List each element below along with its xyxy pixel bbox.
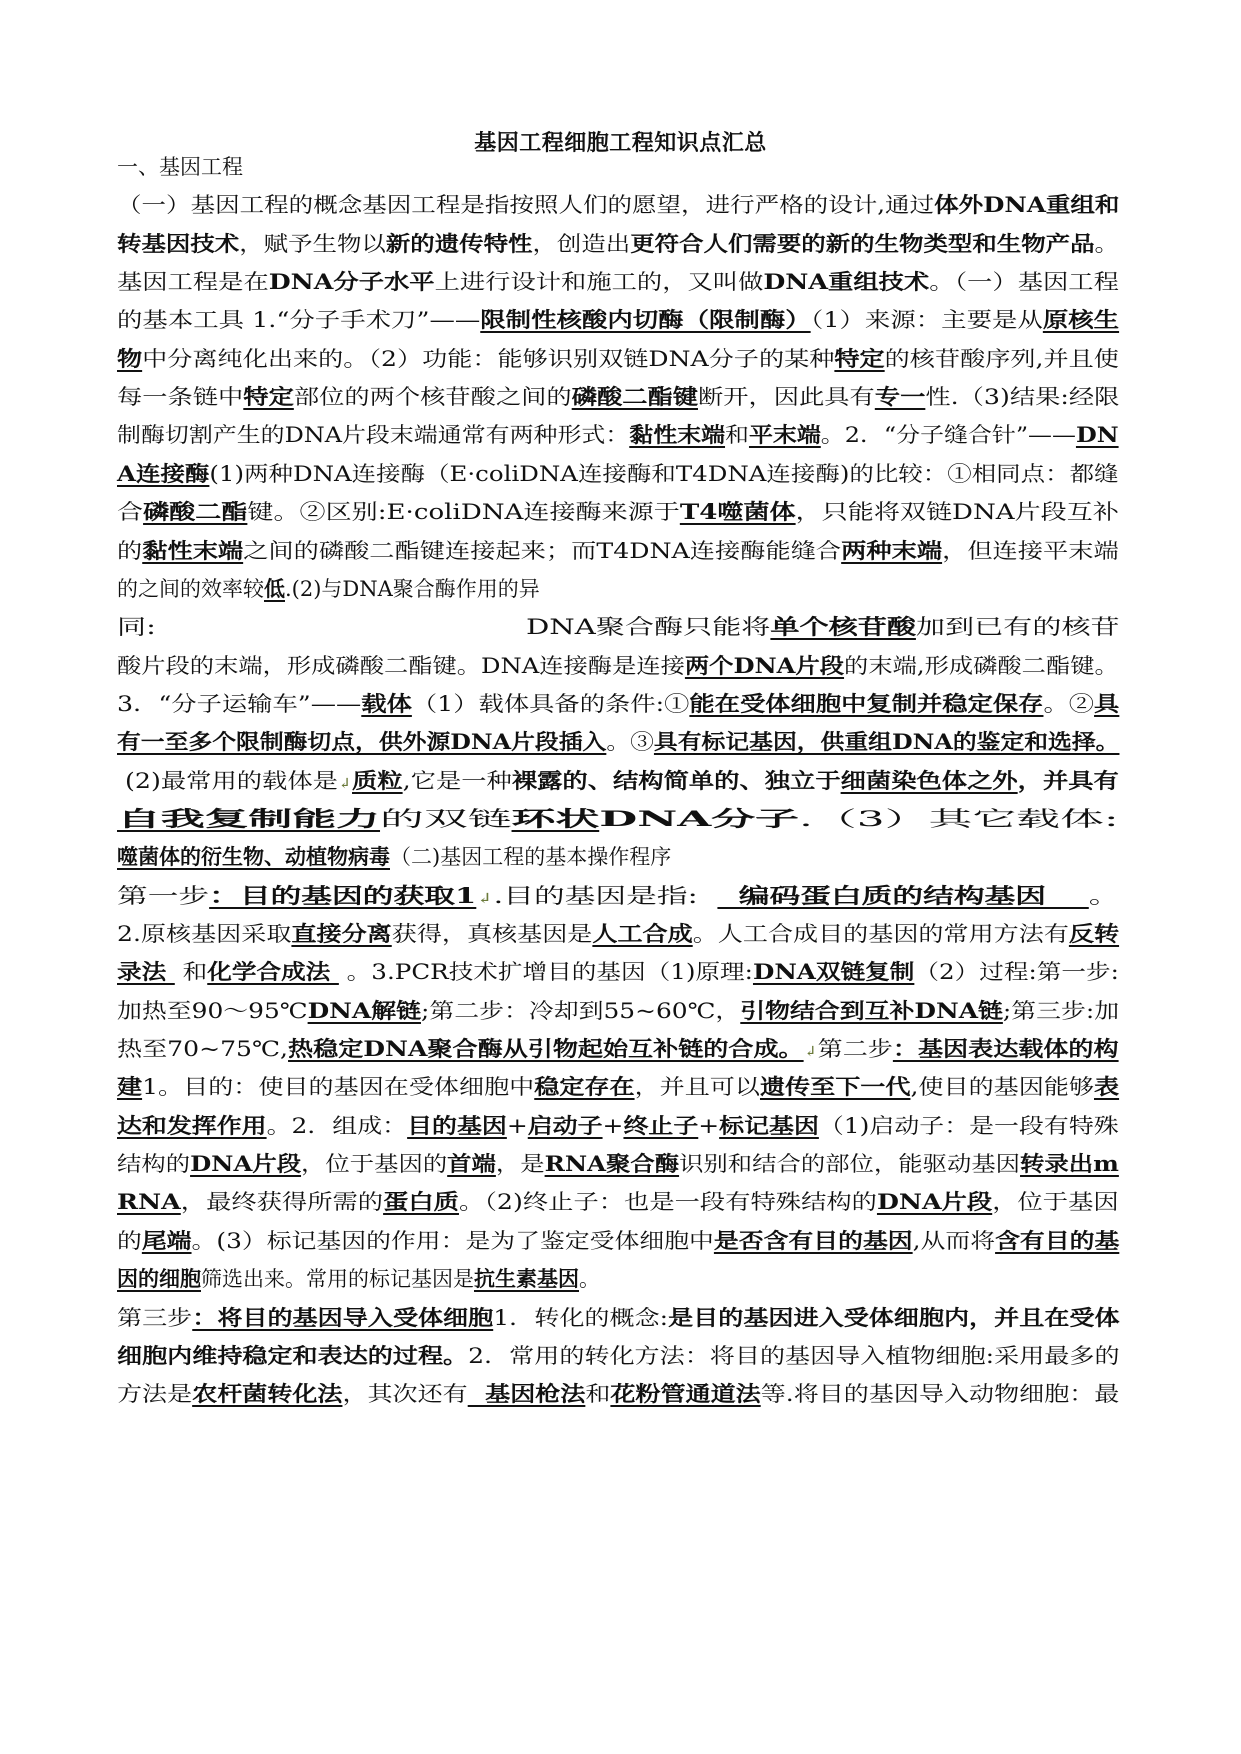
text-run: 。人工合成目的基因的常用方法有 <box>692 922 1069 946</box>
text-run: 1。目的：使目的基因在受体细胞中 <box>142 1075 535 1100</box>
text-run: 建 <box>117 1074 143 1100</box>
text-run: .目的基因是指: <box>493 883 718 908</box>
text-run: ：将目的基因导入受体细胞 <box>192 1304 494 1330</box>
text-run: 标记基因 <box>719 1112 819 1138</box>
text-run: 。 <box>579 1267 600 1292</box>
text-run: （2）过程:第一步: <box>914 960 1119 985</box>
text-run: DNA分子水平 <box>268 269 435 295</box>
text-run: 。 <box>1094 231 1119 256</box>
text-run: 原核生 <box>1042 307 1120 333</box>
text-run: 细菌染色体之外 <box>840 767 1018 793</box>
text-run: 直接分离 <box>291 921 392 946</box>
text-run: .（3）其它载体: <box>798 806 1119 831</box>
text-run: 一、基因工程 <box>117 155 243 179</box>
text-run: 能在受体细胞中复制并稳定保存 <box>689 690 1044 716</box>
text-run: 噬菌体的衍生物、动植物病毒 <box>117 844 390 870</box>
text-run: 是目的基因进入受体细胞内，并且在受体 <box>668 1304 1120 1330</box>
text-run: 热至70~75℃, <box>117 1037 289 1062</box>
text-run: 因的细胞 <box>117 1266 201 1292</box>
text-line <box>117 957 1119 987</box>
text-run: A连接酶 <box>117 460 210 486</box>
text-line <box>117 1072 1119 1102</box>
text-run: .(2)与DNA聚合酶作用的异 <box>285 576 540 601</box>
text-run: 之间的磷酸二酯键连接起来；而T4DNA连接酶能缝合 <box>243 538 842 563</box>
text-line <box>117 612 1120 642</box>
text-run: 表 <box>1093 1074 1120 1100</box>
text-run: 筛选出来。常用的标记基因是 <box>201 1267 474 1292</box>
text-run: 的末端,形成磷酸二酯键。 <box>844 653 1119 678</box>
text-run: 体外DNA重组和 <box>934 192 1120 218</box>
text-run: 第三步 <box>117 1305 193 1330</box>
text-line <box>117 305 1119 335</box>
text-run: 3．“分子运输车”—— <box>117 691 362 716</box>
text-run: 专一 <box>874 384 926 410</box>
text-run: 酸片段的末端，形成磷酸二酯键。DNA连接酶是连接 <box>117 653 685 678</box>
text-run: 黏性末端 <box>142 537 244 563</box>
text-line <box>117 382 1119 412</box>
text-line <box>117 996 1119 1026</box>
text-run: 具有标记基因，供重组DNA的鉴定和选择。 <box>653 729 1120 755</box>
text-run: （1）载体具备的条件:① <box>411 691 690 716</box>
text-run: ，赋予生物以 <box>239 231 386 256</box>
text-run: 细胞内维持稳定和表达的过程。 <box>117 1342 469 1368</box>
text-run: 编码蛋白质的结构基因 <box>717 882 1089 908</box>
text-run: 的 <box>117 538 143 563</box>
text-run: 新的遗传特性 <box>385 230 533 256</box>
text-run: 识别和结合的部位，能驱动基因 <box>679 1152 1021 1177</box>
text-run: (2)最常用的载体是 <box>117 768 338 793</box>
text-line <box>117 1226 1119 1256</box>
text-run: ,从而将 <box>912 1228 996 1253</box>
text-run: ，其次还有 <box>342 1382 468 1407</box>
text-run: 两种末端 <box>841 537 943 563</box>
text-run: ，并且可以 <box>634 1075 760 1100</box>
text-run: 第一步 <box>117 883 210 908</box>
text-run: 遗传至下一代 <box>759 1074 911 1100</box>
return-mark-icon: ↲ <box>803 1044 818 1061</box>
text-run: 的基本工具 1.“分子手术刀”—— <box>117 308 481 333</box>
text-run: 特定 <box>243 384 294 410</box>
text-run: 第二步 <box>817 1037 893 1062</box>
text-line <box>117 574 540 604</box>
text-run: 磷酸二酯键 <box>571 384 698 410</box>
text-run: (1)两种DNA连接酶（E·coliDNA连接酶和T4DNA连接酶)的比较：①相同点：都缝 <box>209 461 1119 486</box>
text-run: 1．转化的概念: <box>493 1305 669 1330</box>
text-run: 目的基因 <box>407 1112 507 1138</box>
text-run: 单个核苷酸 <box>770 614 916 640</box>
text-run: 。(3）标记基因的作用：是为了鉴定受体细胞中 <box>191 1228 714 1253</box>
text-line <box>117 1034 1119 1067</box>
text-run: T4噬菌体 <box>679 499 796 525</box>
text-run: 磷酸二酯 <box>143 499 248 525</box>
text-run: 获得，真核基因是 <box>391 922 593 946</box>
text-run: 化学合成法 <box>207 959 339 985</box>
text-run: ，并具有 <box>1017 767 1119 793</box>
text-run: 2．常用的转化方法：将目的基因导入植物细胞:采用最多的 <box>468 1343 1120 1368</box>
text-run: 2.原核基因采取 <box>117 922 292 946</box>
text-run: + <box>506 1113 528 1138</box>
text-run: （一）基因工程的概念基因工程是指按照人们的愿望，进行严格的设计,通过 <box>117 193 935 218</box>
text-run: 和 <box>725 423 749 448</box>
text-run: 中分离纯化出来的。（2）功能：能够识别双链DNA分子的某种 <box>142 346 835 371</box>
text-run: DNA片段 <box>876 1189 993 1215</box>
text-run: + <box>602 1113 624 1138</box>
text-run: ;第三步:加 <box>1002 998 1120 1023</box>
text-run: 加热至90～95℃ <box>117 998 308 1023</box>
text-run: 热稳定DNA聚合酶从引物起始互补链的合成。 <box>288 1036 804 1062</box>
text-run: 制酶切割产生的DNA片段末端通常有两种形式： <box>117 423 630 448</box>
text-run: ,使目的基因能够 <box>910 1075 1094 1100</box>
text-run: RNA <box>117 1189 181 1215</box>
text-run: 。③ <box>606 730 654 755</box>
text-line <box>117 344 1119 374</box>
text-run: 引物结合到互补DNA链 <box>740 997 1003 1023</box>
text-run: 蛋白质 <box>383 1189 459 1215</box>
text-run: 反转 <box>1068 921 1120 946</box>
text-run: 的之间的效率较 <box>117 576 264 601</box>
text-line <box>117 842 671 872</box>
document-title: 基因工程细胞工程知识点汇总 <box>474 130 767 156</box>
text-run: 平末端 <box>748 422 821 448</box>
text-run: 。（一）基因工程 <box>929 270 1119 295</box>
text-run: 首端 <box>447 1151 496 1177</box>
text-line <box>117 152 243 182</box>
text-line <box>117 766 1119 799</box>
text-line <box>117 497 1119 527</box>
text-run: 稳定存在 <box>534 1074 635 1100</box>
text-line <box>117 727 1119 757</box>
text-run: 。2．“分子缝合针”—— <box>820 423 1076 448</box>
text-line <box>117 1111 1119 1141</box>
text-run: 更符合人们需要的新的生物类型和生物产品 <box>630 230 1095 256</box>
text-run: 转录出m <box>1020 1151 1119 1177</box>
text-run: 裸露的、结构简单的、独立于 <box>511 767 841 793</box>
text-run: ,它是一种 <box>402 768 512 793</box>
text-run: RNA聚合酶 <box>544 1151 680 1177</box>
text-run: 同: DNA聚合酶只能将 <box>117 615 771 640</box>
text-run: ;第二步：冷却到55~60℃， <box>420 998 741 1023</box>
text-run: 合 <box>117 500 144 525</box>
text-run: + <box>698 1113 720 1138</box>
text-run: ：基因表达载体的构 <box>892 1036 1119 1062</box>
text-run: 花粉管通道法 <box>610 1381 761 1407</box>
text-run: 是否含有目的基因 <box>713 1227 913 1253</box>
text-run: 键。②区别:E·coliDNA连接酶来源于 <box>247 500 680 525</box>
text-line <box>117 1379 1119 1409</box>
text-run: 。2．组成： <box>266 1113 408 1138</box>
text-line <box>117 536 1119 566</box>
text-line <box>117 651 1119 681</box>
text-run: 。② <box>1043 691 1095 716</box>
text-run: DNA片段 <box>190 1151 302 1177</box>
text-run: 录法 <box>117 959 175 985</box>
text-run: DN <box>1075 422 1119 448</box>
text-run: 黏性末端 <box>629 422 726 448</box>
text-line <box>117 420 1119 450</box>
text-run: 性.（3)结果:经限 <box>925 385 1120 410</box>
text-line <box>117 1303 1120 1333</box>
text-run: 低 <box>264 575 285 601</box>
text-run: 断开，因此具有 <box>697 385 875 410</box>
text-line <box>117 689 1119 719</box>
text-line <box>117 229 1119 259</box>
text-line <box>117 919 1119 949</box>
text-run: 载体 <box>361 690 412 716</box>
text-run: 。3.PCR技术扩增目的基因（1)原理: <box>338 960 753 985</box>
text-run: 方法是 <box>117 1382 193 1407</box>
text-run: 转基因技术 <box>117 230 240 256</box>
text-run: 的核苷酸序列,并且使 <box>884 346 1119 371</box>
text-run: ：目的基因的获取1 <box>209 882 477 908</box>
text-line <box>117 267 1119 297</box>
text-run: DNA重组技术 <box>763 269 930 295</box>
text-run: ，位于基因 <box>992 1190 1119 1215</box>
text-run: 人工合成 <box>592 921 693 946</box>
text-run: 等.将目的基因导入动物细胞：最 <box>760 1382 1120 1407</box>
text-run: 终止子 <box>623 1112 699 1138</box>
text-run: 质粒 <box>352 767 403 793</box>
text-run: 和 <box>585 1382 611 1407</box>
text-run: （二)基因工程的基本操作程序 <box>390 845 672 870</box>
return-mark-icon: ↲ <box>476 890 494 907</box>
text-run: 自我复制能力 <box>117 805 381 831</box>
text-run: ，只能将双链DNA片段互补 <box>795 500 1119 525</box>
text-run: ，但连接平末端 <box>942 538 1119 563</box>
text-run: （1）来源：主要是从 <box>810 308 1043 333</box>
text-line <box>117 190 1119 220</box>
text-run: 有一至多个限制酶切点，供外源DNA片段插入 <box>117 729 607 755</box>
text-run: 含有目的基 <box>995 1227 1120 1253</box>
text-run: 上进行设计和施工的，又叫做 <box>434 270 764 295</box>
text-line <box>117 804 1119 834</box>
text-run: 具 <box>1094 690 1120 716</box>
text-run: 两个DNA片段 <box>684 652 845 678</box>
text-line <box>117 1341 1120 1371</box>
text-run: （1)启动子：是一段有特殊 <box>818 1113 1119 1138</box>
text-line <box>117 881 1120 914</box>
text-run: 和 <box>174 960 208 985</box>
text-run: 农杆菌转化法 <box>192 1381 343 1407</box>
text-run: DNA双链复制 <box>752 959 915 985</box>
text-run: 特定 <box>834 345 885 371</box>
text-run: DNA解链 <box>307 997 421 1023</box>
text-run: ，创造出 <box>532 231 631 256</box>
text-run: 。 <box>1088 883 1120 908</box>
text-run: 结构的 <box>117 1152 191 1177</box>
text-run: 达和发挥作用 <box>117 1112 267 1138</box>
text-line <box>117 1264 600 1294</box>
text-run: DNA分子 <box>599 805 799 831</box>
text-run: ，是 <box>495 1152 545 1177</box>
text-run: 加到已有的核苷 <box>915 615 1120 640</box>
text-run: 基因枪法 <box>467 1381 586 1407</box>
return-mark-icon: ↲ <box>337 775 353 792</box>
text-run: 尾端 <box>141 1227 192 1253</box>
text-run: 物 <box>117 345 143 371</box>
text-run: 的双链 <box>380 806 512 831</box>
text-line <box>117 1187 1119 1217</box>
text-run: 。（2)终止子：也是一段有特殊结构的 <box>458 1190 877 1215</box>
text-run: 抗生素基因 <box>474 1266 579 1292</box>
text-line <box>117 459 1119 489</box>
text-run: 每一条链中 <box>117 385 244 410</box>
text-run: 限制性核酸内切酶（限制酶） <box>480 307 811 333</box>
text-run: ，最终获得所需的 <box>180 1190 384 1215</box>
text-run: 的 <box>117 1228 142 1253</box>
text-run: ，位于基因的 <box>301 1152 448 1177</box>
text-run: 环状 <box>511 805 600 831</box>
text-run: 基因工程是在 <box>117 270 269 295</box>
text-line <box>117 1149 1119 1179</box>
text-run: 启动子 <box>527 1112 603 1138</box>
text-run: 部位的两个核苷酸之间的 <box>293 385 572 410</box>
